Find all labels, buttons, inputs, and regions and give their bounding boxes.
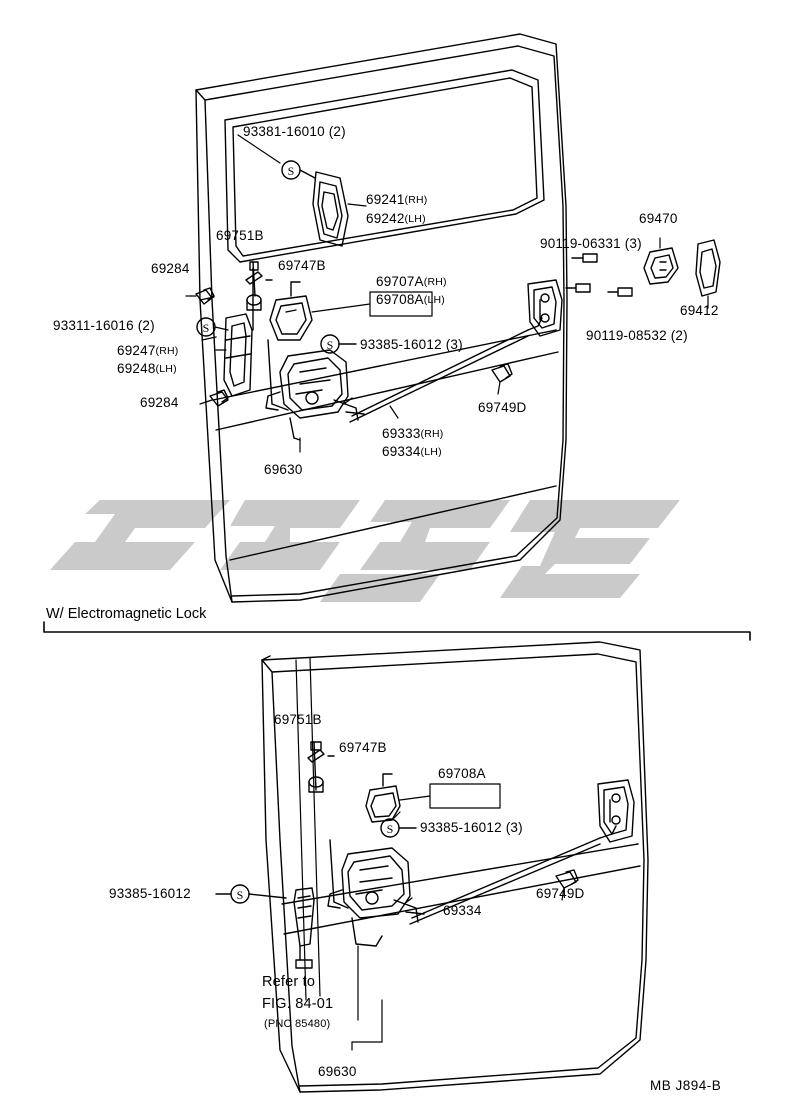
label-93385-16012-upper: 93385-16012 (3) (360, 337, 463, 352)
label-69242-suffix: (LH) (404, 213, 426, 225)
label-69470: 69470 (639, 211, 678, 226)
label-69412: 69412 (680, 303, 719, 318)
label-69333 (382, 426, 444, 442)
svg-text:S: S (326, 338, 334, 352)
label-69751B: 69751B (216, 228, 264, 243)
label-69749D-upper: 69749D (478, 400, 527, 415)
label-refer-pnc: (PNC 85480) (264, 1018, 331, 1030)
label-69248 (117, 361, 177, 377)
label-69242 (366, 211, 426, 227)
label-69708A (376, 292, 445, 308)
label-93311-16016: 93311-16016 (2) (53, 318, 155, 333)
label-69708A-number: 69708A (376, 292, 424, 307)
label-69334-lower: 69334 (443, 903, 482, 918)
label-69334-upper (382, 444, 442, 460)
label-69284-bottom: 69284 (140, 395, 179, 410)
svg-text:S: S (287, 164, 295, 178)
label-69247-number: 69247 (117, 343, 156, 358)
label-90119-08532: 90119-08532 (2) (586, 328, 688, 343)
label-93381-16010: 93381-16010 (2) (243, 124, 346, 139)
section-title-electromagnetic-lock: W/ Electromagnetic Lock (46, 606, 207, 622)
label-69334-suffix: (LH) (420, 446, 442, 458)
label-refer-figure: FIG. 84-01 (262, 996, 334, 1012)
label-69707A-number: 69707A (376, 274, 424, 289)
label-69707A (376, 274, 447, 290)
label-69708A-lower: 69708A (438, 766, 486, 781)
footer-code: MB J894-B (650, 1078, 722, 1093)
label-69334-number: 69334 (382, 444, 421, 459)
label-69241 (366, 192, 428, 208)
label-69247-suffix: (RH) (155, 345, 179, 357)
label-90119-06331: 90119-06331 (3) (540, 236, 642, 251)
svg-text:S: S (202, 321, 210, 335)
label-69284-top: 69284 (151, 261, 190, 276)
svg-text:S: S (236, 888, 244, 902)
label-69242-number: 69242 (366, 211, 405, 226)
label-69241-suffix: (RH) (404, 194, 428, 206)
label-69248-suffix: (LH) (155, 363, 177, 375)
label-69247 (117, 343, 179, 359)
label-93385-16012-3-lower: 93385-16012 (3) (420, 820, 523, 835)
label-69248-number: 69248 (117, 361, 156, 376)
label-69747B: 69747B (278, 258, 326, 273)
label-69630-upper: 69630 (264, 462, 303, 477)
label-69333-suffix: (RH) (420, 428, 444, 440)
label-69749D-lower: 69749D (536, 886, 585, 901)
label-refer-to: Refer to (262, 974, 316, 990)
label-69333-number: 69333 (382, 426, 421, 441)
svg-text:S: S (386, 822, 394, 836)
label-69707A-suffix: (RH) (423, 276, 447, 288)
watermark (40, 470, 740, 610)
label-69751B-lower: 69751B (274, 712, 322, 727)
label-69630-lower: 69630 (318, 1064, 357, 1079)
label-69708A-suffix: (LH) (423, 294, 445, 306)
label-69241-number: 69241 (366, 192, 405, 207)
label-93385-16012-lower-left: 93385-16012 (109, 886, 191, 901)
label-69747B-lower: 69747B (339, 740, 387, 755)
